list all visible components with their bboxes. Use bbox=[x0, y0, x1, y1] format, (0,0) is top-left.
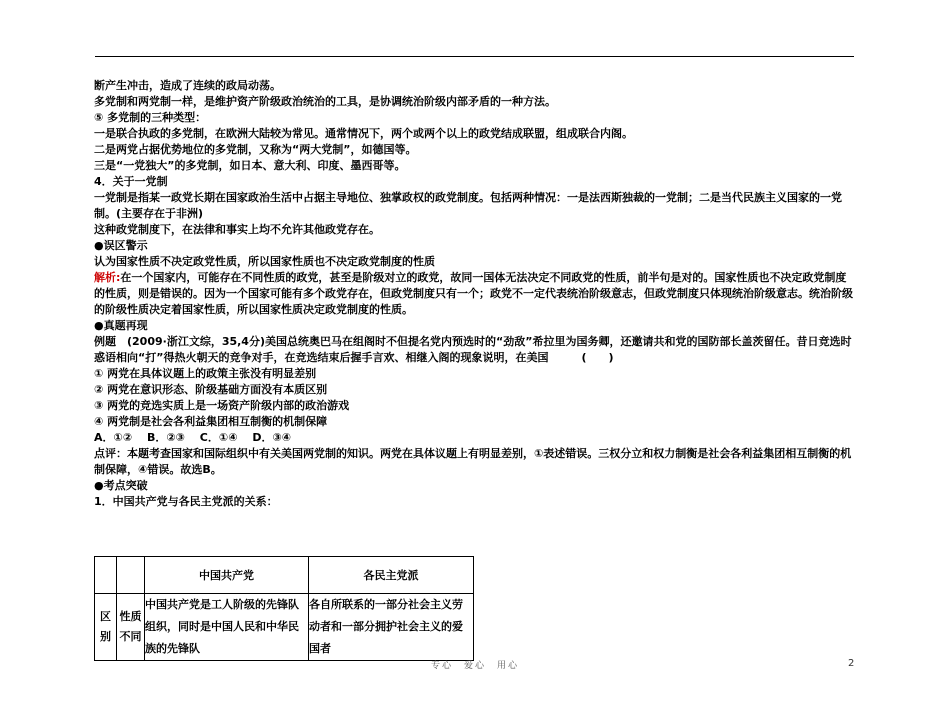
comment-paragraph: 点评：本题考查国家和国际组织中有关美国两党制的知识。两党在具体议题上有明显差别，①表述错误。三权分立和权力制衡是社会各利益集团相互制衡的机制保障，④错误。故选B。 bbox=[94, 447, 852, 476]
comparison-table bbox=[94, 556, 474, 661]
text-paragraph: 一党制是指某一政党长期在国家政治生活中占据主导地位、独掌政权的政党制度。包括两种情况：一是法西斯独裁的一党制；二是当代民族主义国家的一党制。(主要存在于非洲) bbox=[94, 191, 842, 220]
document-body bbox=[94, 78, 856, 510]
table-header-democratic: 各民主党派 bbox=[309, 557, 474, 594]
option-item: ③ 两党的竞选实质上是一场资产阶级内部的政治游戏 bbox=[94, 399, 350, 412]
page-number: 2 bbox=[848, 658, 855, 669]
header-rule bbox=[95, 56, 854, 57]
text-line: 三是“一党独大”的多党制，如日本、意大利、印度、墨西哥等。 bbox=[94, 159, 406, 172]
analysis-label: 解析: bbox=[94, 271, 121, 284]
table-corner-cell bbox=[117, 557, 145, 594]
answer-choices: A．①② B．②③ C．①④ D．③④ bbox=[94, 431, 292, 444]
option-item: ④ 两党制是社会各利益集团相互制衡的机制保障 bbox=[94, 415, 328, 428]
analysis-paragraph bbox=[94, 270, 856, 318]
text-line: 一是联合执政的多党制，在欧洲大陆较为常见。通常情况下，两个或两个以上的政党结成联盟，组成联合内阁。 bbox=[94, 127, 633, 140]
analysis-text: 在一个国家内，可能存在不同性质的政党，甚至是阶级对立的政党，故同一国体无法决定不同政党的性质，前半句是对的。国家性质也不决定政党制度的性质，则是错误的。因为一个国家可能有多个政党存在，但政党制度只有一个；政党不一定代表统治阶级意志，但政党制度只体现统治阶级意志。统治阶级的阶级性质决定着国家性质，所以国家性质决定政党制度的性质。 bbox=[94, 271, 853, 316]
option-item: ① 两党在具体议题上的政策主张没有明显差别 bbox=[94, 367, 317, 380]
section-breakthrough: ●考点突破 bbox=[94, 479, 148, 492]
text-line: 二是两党占据优势地位的多党制，又称为“两大党制”，如德国等。 bbox=[94, 143, 417, 156]
row-label: 性质不同 bbox=[117, 594, 145, 661]
table-header-cpc: 中国共产党 bbox=[145, 557, 309, 594]
option-item: ② 两党在意识形态、阶级基础方面没有本质区别 bbox=[94, 383, 328, 396]
breakthrough-item: 1．中国共产党与各民主党派的关系： bbox=[94, 495, 278, 508]
text-line: ⑤ 多党制的三种类型： bbox=[94, 111, 207, 124]
error-statement: 认为国家性质不决定政党性质，所以国家性质也不决定政党制度的性质 bbox=[94, 255, 435, 268]
text-line: 断产生冲击，造成了连续的政局动荡。 bbox=[94, 79, 281, 92]
text-line: 这种政党制度下，在法律和事实上均不允许其他政党存在。 bbox=[94, 223, 380, 236]
section-error-warning: ●误区警示 bbox=[94, 239, 148, 252]
row-group-label: 区别 bbox=[95, 594, 117, 661]
page-footer: 专心 爱心 用心 bbox=[430, 661, 519, 671]
cell-democratic: 各自所联系的一部分社会主义劳动者和一部分拥护社会主义的爱国者 bbox=[309, 594, 474, 661]
table-row bbox=[95, 594, 474, 661]
section-heading-one-party: 4．关于一党制 bbox=[94, 175, 168, 188]
table-header-row bbox=[95, 557, 474, 594]
example-question: 例题 (2009·浙江文综，35,4分)美国总统奥巴马在组阁时不但提名党内预选时的“劲敌”希拉里为国务卿，还邀请共和党的国防部长盖茨留任。昔日竞选时惑语相向“打”得热火朝天的竞争对手，在竞选结束后握手言欢、相继入阁的现象说明，在美国 ( ) bbox=[94, 335, 852, 364]
cell-cpc: 中国共产党是工人阶级的先锋队组织，同时是中国人民和中华民族的先锋队 bbox=[145, 594, 309, 661]
section-real-questions: ●真题再现 bbox=[94, 319, 148, 332]
text-line: 多党制和两党制一样，是维护资产阶级政治统治的工具，是协调统治阶级内部矛盾的一种方法。 bbox=[94, 95, 556, 108]
table-corner-cell bbox=[95, 557, 117, 594]
